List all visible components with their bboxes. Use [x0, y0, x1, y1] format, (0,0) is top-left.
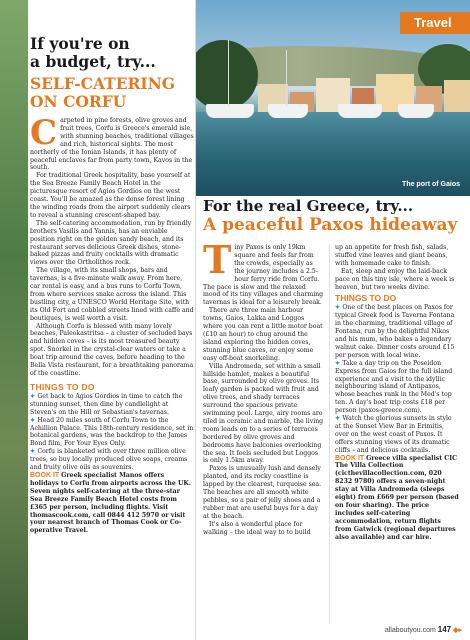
sidebar-book-it [30, 472, 194, 535]
list-item [30, 393, 194, 417]
list-item-text: Head 20 miles south of Corfu Town to the Achillion Palace. This 18th-century residence, set in botanical gardens, was the backdrop to the James Bond film, For Your Eyes Only. [30, 416, 194, 448]
article-paragraph: Eat, sleep and enjoy the laid-back pace on this tiny isle, where a week is heaven, but two weeks divine. [335, 267, 455, 291]
sidebar-content [30, 35, 194, 535]
sidebar-title [30, 35, 194, 71]
star-bullet-icon: ✦ [335, 304, 343, 312]
article-paragraph: It's also a wonderful place for walking – the ideal way to to build [203, 520, 311, 536]
next-page-arrow-icon: ◆▸ [453, 627, 462, 634]
book-it-text: Greece villa specialist CIC The Villa Collection (cicthevillacollection.com, 020 8232 9780) offers a seven-night stay at Villa Andromeda (sleeps eight) from £669 per person (based on four sharing). The price includes self-catering accommodation, return flights from Gatwick (regional departures also available) and car hire. [335, 454, 459, 541]
budget-sidebar [0, 0, 196, 640]
photo-caption: The port of Gaios [402, 181, 460, 188]
article-paragraph [203, 237, 324, 307]
book-it-label: BOOK IT [30, 471, 60, 479]
page-number: 147 [437, 625, 452, 634]
sidebar-subtitle: SELF-CATERING ON CORFU [30, 74, 176, 111]
book-it-text: Greek specialist Manos offers holidays to Corfu from airports across the UK. Seven nights self-catering at the three-star Sea Breeze Family Beach Hotel costs from £365 per person, including flights. Visit thomascook.com, call 0844 412 5970 or visit your nearest branch of Thomas Cook or Co-operative Travel. [30, 471, 191, 535]
article-column-2 [329, 244, 459, 624]
sidebar-title-line2: a budget, try... [30, 52, 156, 71]
sidebar-paragraph: The self-catering accommodation, run by friendly brothers Vasilis and Yannis, has an enviable position right on the golden sandy beach, and its restaurant serves delicious Greek dishes, stone-baked pizzas and fruity cocktails with dramatic views over the Ortholithos rock. [30, 219, 192, 267]
star-bullet-icon: ✦ [30, 416, 38, 424]
sidebar-paragraph [30, 113, 194, 172]
section-tab: Travel [400, 12, 470, 34]
boat-mast [286, 50, 287, 106]
boat-mast [228, 40, 229, 106]
paragraph-text: iny Paxos is only 19km square and feels far from the crowds, especially as the journey includes a 2.5-hour ferry ride from Corfu. The pace is slow and the relaxed mood of its tiny villages and charming tavernas is ideal for a leisurely break. [203, 244, 324, 307]
sidebar-paragraph: Although Corfu is blessed with many lovely beaches, Paleokastritsa – a cluster of secluded bays and hidden coves – is its most treasured beauty spot. Snorkel in the crystal-clear waters or take a boat trip around the caves, before heading to the Bella Vista restaurant, for a breathtaking panorama of the coastline. [30, 322, 194, 377]
paxos-article [203, 198, 465, 618]
page-footer [385, 625, 462, 634]
star-bullet-icon: ✦ [30, 448, 38, 456]
sidebar-body [30, 113, 194, 378]
boat [398, 104, 434, 118]
list-item-text: Take a day trip on the Poseidon Express from Gaios for the full island experience and a visit to the idyllic neighbouring island of Antipaxos, whose beaches rank in the Med's top ten. A day's boat trip costs £18 per person (paxos-greece.com). [335, 359, 453, 415]
star-bullet-icon: ✦ [335, 359, 343, 367]
boat [338, 104, 382, 118]
article-headline: For the real Greece, try... [203, 197, 414, 215]
dropcap: T [203, 237, 232, 282]
list-item [30, 417, 194, 449]
boat [268, 104, 308, 118]
sidebar-photo-edge [0, 0, 28, 640]
article-paragraph: Villa Andromeda, set within a small hillside hamlet, makes a beautiful base, surrounded by olive groves. Its leafy garden is packed with fruit and olive trees, and shady terraces surround the spacious private swimming pool. Large, airy rooms are tiled in ceramic and marble, the living room leads on to a series of terraces bordered by olive groves and bedrooms have balconies overlooking the sea. It feels secluded but Loggos is only 1.5km away. [203, 362, 324, 465]
article-book-it [335, 455, 459, 542]
sidebar-paragraph: For traditional Greek hospitality, base yourself at the Sea Breeze Family Beach Hotel in the picturesque resort of Agios Gordios on the west coast. You'll be amazed as the dense forest lining the winding roads from the airport suddenly clears to reveal a stunning crescent-shaped bay. [30, 172, 191, 219]
sidebar-things-heading: THINGS TO DO [30, 381, 95, 392]
sidebar-title-line1: If you're on [30, 34, 130, 53]
list-item-text: One of the best places on Paxos for typical Greek food is Taverna Fontana in the charming, traditional village of Fontana, run by the delightful Nikos and his mum, who bakes a legendary walnut cake. Dinner costs around £15 per person with local wine. [335, 304, 455, 359]
list-item-text: Corfu is blanketed with over three million olive trees, so buy locally produced olive soaps, creams and fruity olive oils as souvenirs. [30, 448, 188, 472]
article-paragraph: There are three main harbour towns, Gaios, Lakka and Loggos where you can rent a little motor boat (£10 an hour) to chug around the island exploring the hidden coves, stunning blue caves, or enjoy some easy off-boat snorkeling. [203, 307, 323, 362]
list-item [30, 448, 194, 472]
sidebar-paragraph: The village, with its small shops, bars and tavernas, is a five-minute walk away. From here, car rental is easy, and a bus runs to Corfu Town, from where services snake across the island. This bustling city, a UNESCO World Heritage Site, with its Old Fort and cobbled streets lined with caffè and boutiques, is well worth a visit. [30, 267, 194, 322]
list-item [335, 415, 459, 455]
dropcap: C [30, 113, 58, 153]
star-bullet-icon: ✦ [335, 415, 343, 423]
list-item [335, 360, 459, 415]
boat [206, 104, 254, 118]
article-paragraph: Paxos is unusually lush and densely planted, and its rocky coastline is lapped by the clearest, turquoise sea. The beaches are all smooth white pebbles, so a pair of jelly shoes and a rubber mat are useful buys for a day at the beach. [203, 465, 322, 520]
article-column-1 [203, 237, 329, 624]
article-things-list [335, 304, 459, 454]
house [444, 80, 470, 114]
article-columns [203, 237, 465, 624]
sidebar-things-list [30, 393, 194, 472]
footer-site: allaboutyou.com [384, 627, 436, 634]
list-item-text: Get back to Agios Gordios in time to catch the stunning sunset, then dine by candlelight at Steven's on the Hill or Sebastian's tavernas. [30, 392, 183, 416]
article-subheadline: A peaceful Paxos hideaway [203, 215, 458, 235]
paragraph-text: arpeted in pine forests, olive groves and fruit trees, Corfu is Greece's emerald isle, with stunning beaches, traditional villages and rich, historical sights. The most northerly of the Ionian Islands, it has plenty of peaceful enclaves far from party town, Kavos in the south. [30, 117, 194, 172]
list-item [335, 304, 459, 359]
article-paragraph: up an appetite for fresh fish, salads, stuffed vine leaves and giant beans, with homemade cake to finish. [335, 244, 449, 267]
star-bullet-icon: ✦ [30, 392, 38, 400]
list-item-text: Watch the glorious sunsets in style at the Sunset View Bar in Erimitis, over on the west coast of Paxos. It offers stunning views of its dramatic cliffs – and delicious cocktails. [335, 415, 452, 454]
book-it-label: BOOK IT [335, 454, 365, 462]
article-things-heading: THINGS TO DO [335, 293, 397, 304]
